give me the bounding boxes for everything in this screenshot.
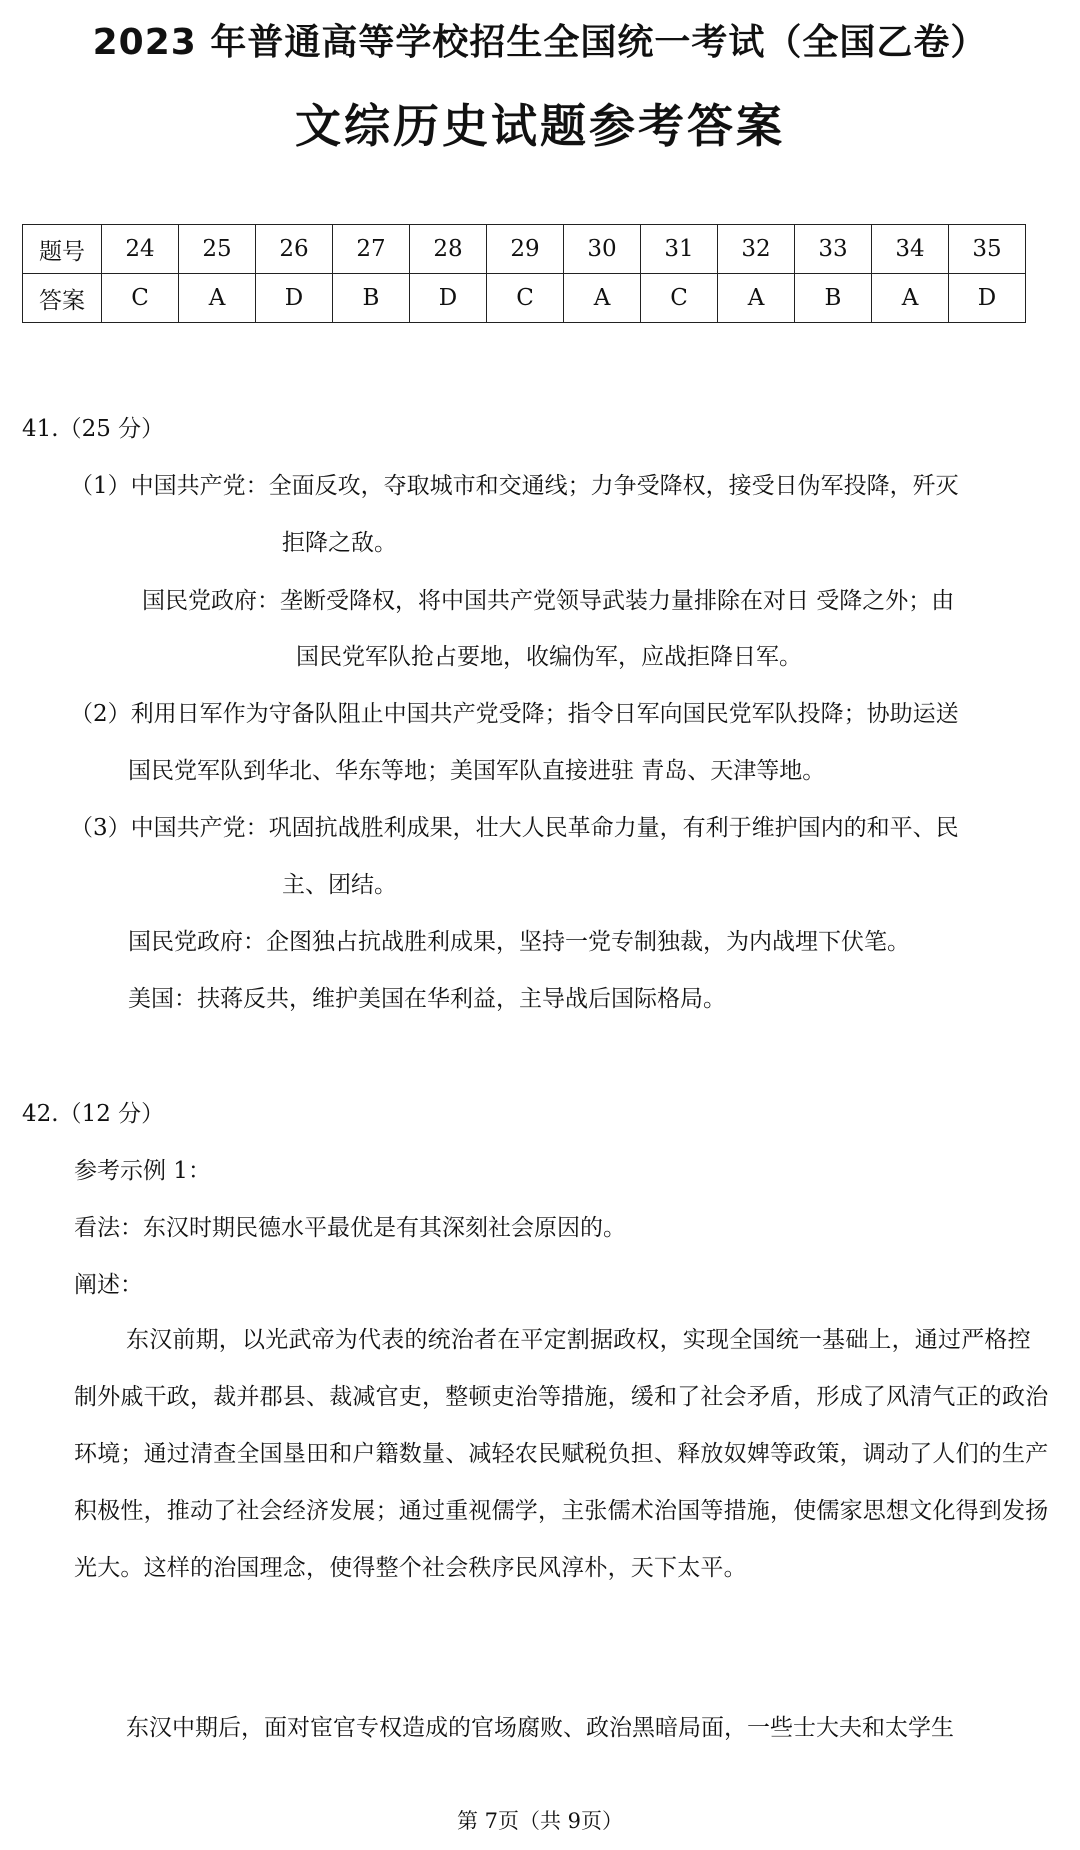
question-number-row: [23, 225, 1026, 274]
answer-cell: D: [256, 274, 333, 323]
question-number-cell: 32: [718, 225, 795, 274]
q42-explain-label: 阐述：: [74, 1272, 143, 1298]
row-label-answer: 答案: [23, 274, 102, 323]
q41-heading: 41.（25 分）: [22, 416, 165, 442]
row-label-question: 题号: [23, 225, 102, 274]
page-number: 第 7页（共 9页）: [456, 1809, 624, 1833]
q41-part2-line2: 国民党军队到华北、华东等地；美国军队直接进驻 青岛、天津等地。: [128, 758, 826, 784]
answer-cell: A: [179, 274, 256, 323]
answer-cell: D: [949, 274, 1026, 323]
answer-cell: B: [795, 274, 872, 323]
question-number-cell: 31: [641, 225, 718, 274]
q42-paragraph-2-start: 东汉中期后，面对宦官专权造成的官场腐败、政治黑暗局面，一些士大夫和太学生: [126, 1715, 954, 1741]
q41-part3-kmt: 国民党政府：企图独占抗战胜利成果，坚持一党专制独裁，为内战埋下伏笔。: [128, 929, 910, 955]
question-number-cell: 30: [564, 225, 641, 274]
question-number-cell: 33: [795, 225, 872, 274]
answer-cell: C: [487, 274, 564, 323]
q41-part1-kmt-line2: 国民党军队抢占要地，收编伪军，应战拒降日军。: [296, 644, 802, 670]
answer-table: [22, 224, 1026, 323]
answer-cell: B: [333, 274, 410, 323]
question-number-cell: 24: [102, 225, 179, 274]
question-number-cell: 27: [333, 225, 410, 274]
exam-title: 2023 年普通高等学校招生全国统一考试（全国乙卷）: [92, 22, 988, 63]
q41-part1-line2: 拒降之敌。: [282, 530, 397, 556]
question-number-cell: 34: [872, 225, 949, 274]
answer-cell: A: [872, 274, 949, 323]
answer-title: 文综历史试题参考答案: [295, 99, 785, 153]
q41-part3-line1: （3）中国共产党：巩固抗战胜利成果，壮大人民革命力量，有利于维护国内的和平、民: [70, 815, 959, 841]
q42-paragraph-1: 东汉前期，以光武帝为代表的统治者在平定割据政权，实现全国统一基础上，通过严格控制外戚干政，裁并郡县、裁减官吏，整顿吏治等措施，缓和了社会矛盾，形成了风清气正的政治环境；通过清查全国垦田和户籍数量、减轻农民赋税负担、释放奴婢等政策，调动了人们的生产积极性，推动了社会经济发展；通过重视儒学，主张儒术治国等措施，使儒家思想文化得到发扬光大。这样的治国理念，使得整个社会秩序民风淳朴，天下太平。: [74, 1327, 1049, 1581]
question-number-cell: 29: [487, 225, 564, 274]
answer-cell: A: [718, 274, 795, 323]
q42-example-label: 参考示例 1：: [74, 1158, 211, 1184]
q42-view: 看法：东汉时期民德水平最优是有其深刻社会原因的。: [74, 1215, 626, 1241]
question-number-cell: 35: [949, 225, 1026, 274]
answer-row: [23, 274, 1026, 323]
answer-cell: C: [102, 274, 179, 323]
q41-part3-us: 美国：扶蒋反共，维护美国在华利益，主导战后国际格局。: [128, 986, 726, 1012]
question-number-cell: 25: [179, 225, 256, 274]
question-number-cell: 26: [256, 225, 333, 274]
question-number-cell: 28: [410, 225, 487, 274]
q41-part2-line1: （2）利用日军作为守备队阻止中国共产党受降；指令日军向国民党军队投降；协助运送: [70, 701, 959, 727]
answer-cell: C: [641, 274, 718, 323]
answer-cell: D: [410, 274, 487, 323]
q42-heading: 42.（12 分）: [22, 1101, 165, 1127]
q41-part1-line1: （1）中国共产党：全面反攻，夺取城市和交通线；力争受降权，接受日伪军投降，歼灭: [70, 473, 959, 499]
answer-cell: A: [564, 274, 641, 323]
q41-part3-line2: 主、团结。: [282, 872, 397, 898]
q41-part1-kmt-line1: 国民党政府：垄断受降权，将中国共产党领导武装力量排除在对日 受降之外；由: [142, 588, 955, 614]
